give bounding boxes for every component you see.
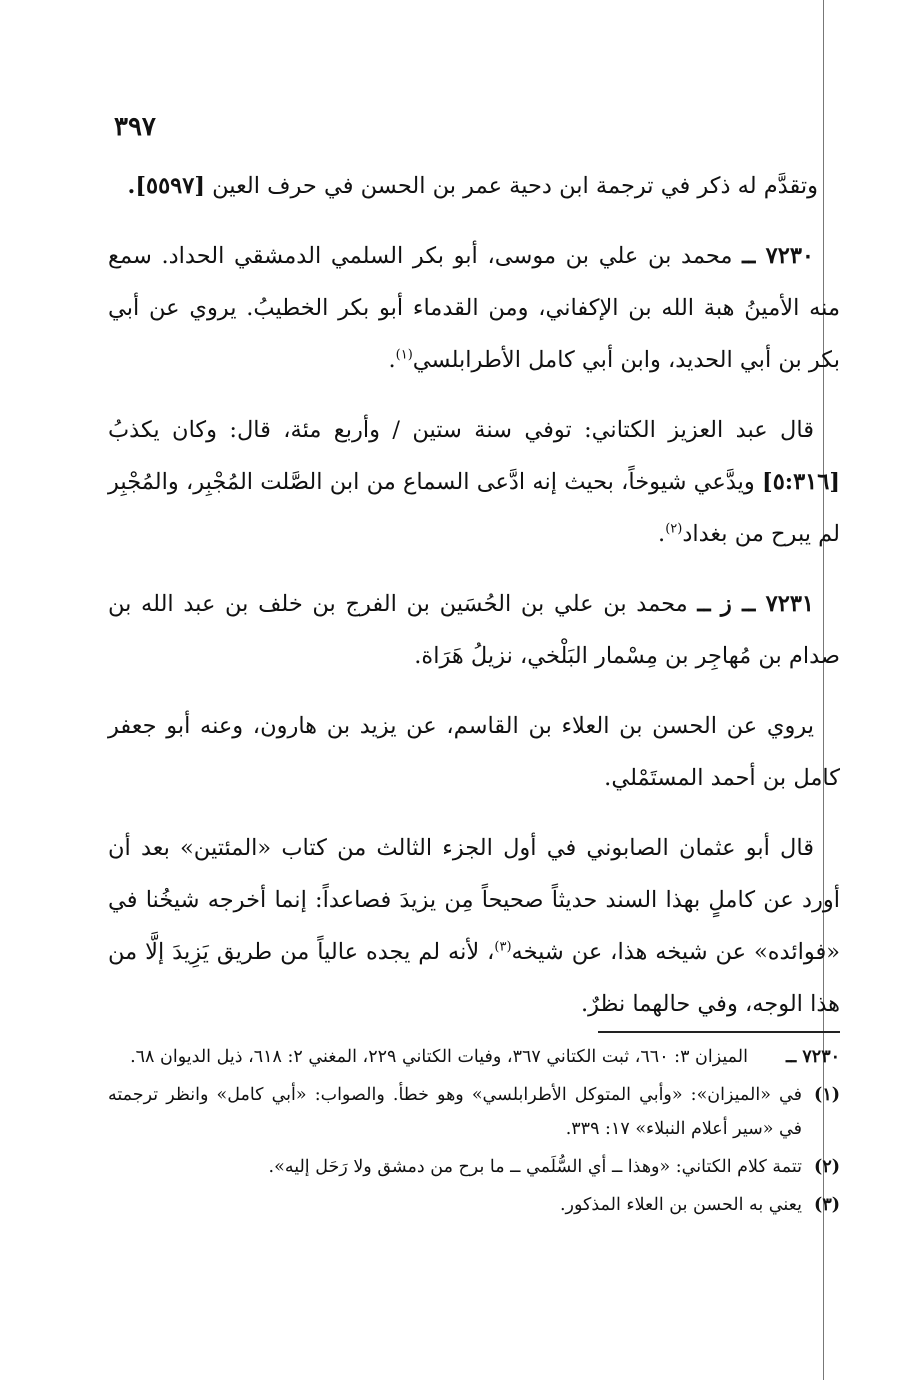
footnote-number: (٣) [814, 1195, 840, 1215]
paragraph-text: قال عبد العزيز الكتاني: توفي سنة ستين / وأربع مئة، قال: وكان يكذبُ [108, 417, 814, 443]
entry-7230 [108, 230, 840, 386]
entry-text: محمد بن علي بن موسى، أبو بكر السلمي الدمشقي الحداد. سمع منه الأمينُ هبة الله بن الإكفاني، ومن القدماء أبو بكر الخطيبُ. يروي عن أبي بكر بن أبي الحديد، وابن أبي كامل الأطرابلسي [108, 243, 840, 373]
footnote-marker: (٢) [665, 521, 683, 537]
paragraph-end: . [658, 521, 666, 547]
paragraph-text: يروي عن الحسن بن العلاء بن القاسم، عن يزيد بن هارون، وعنه أبو جعفر كامل بن أحمد المستَمْلي. [108, 713, 840, 791]
page-number: ٣٩٧ [114, 112, 156, 142]
footnote-text: في «الميزان»: «وأبي المتوكل الأطرابلسي» وهو خطأ. والصواب: «أبي كامل» وانظر ترجمته في «سير أعلام النبلاء» ١٧: ٣٣٩. [108, 1085, 802, 1139]
paragraph-text-2: ، لأنه لم يجده عالياً من طريق يَزِيدَ إلَّا من هذا الوجه، وفي حالهما نظرٌ. [108, 939, 840, 1017]
footnote-2 [108, 1150, 840, 1184]
footnote-1 [108, 1078, 840, 1146]
footnote-number: (٢) [814, 1157, 840, 1177]
paragraph-text: وتقدَّم له ذكر في ترجمة ابن دحية عمر بن الحسن في حرف العين [212, 173, 818, 199]
paragraph-text: قال أبو عثمان الصابوني في أول الجزء الثالث من كتاب «المئتين» بعد أن أورد عن كاملٍ بهذا السند حديثاً صحيحاً مِن يزيدَ فصاعداً: إنما أخرجه شيخُنا في «فوائده» عن شيخه هذا، عن شيخه [108, 835, 840, 965]
entry-number: ٧٢٣٠ ــ [742, 243, 814, 269]
footnote-separator [598, 1031, 840, 1033]
paragraph-continuation [108, 160, 840, 212]
volume-reference: [٥:٣١٦] [762, 469, 840, 495]
cross-reference: [٥٥٩٧]. [127, 173, 205, 199]
main-text [108, 160, 840, 1048]
footnote-marker: (٣) [494, 939, 512, 955]
footnote-text: الميزان ٣: ٦٦٠، ثبت الكتاني ٣٦٧، وفيات الكتاني ٢٢٩، المغني ٢: ٦١٨، ذيل الديوان ٦٨. [130, 1047, 748, 1067]
entry-text: محمد بن علي بن الحُسَين بن الفرج بن خلف بن عبد الله بن صدام بن مُهاجِر بن مِسْمار البَلْخي، نزيلُ هَرَاة. [108, 591, 840, 669]
footnote-sources [108, 1040, 840, 1074]
entry-7231 [108, 578, 840, 682]
entry-number: ٧٢٣١ ــ ز ــ [697, 591, 814, 617]
footnote-entry-number: ٧٢٣٠ ــ [786, 1047, 840, 1067]
paragraph-sabuni [108, 822, 840, 1030]
paragraph-text-2: ويدَّعي شيوخاً، بحيث إنه ادَّعى السماع من ابن الصَّلت المُجْبِر، والمُجْبِر لم يبرح من بغداد [108, 469, 840, 547]
footnote-text: تتمة كلام الكتاني: «وهذا ــ أي السُّلَمي ــ ما برح من دمشق ولا رَحَل إليه». [268, 1157, 802, 1177]
paragraph-kattani [108, 404, 840, 560]
footnote-text: يعني به الحسن بن العلاء المذكور. [559, 1195, 802, 1215]
entry-end: . [388, 347, 396, 373]
footnote-marker: (١) [395, 347, 413, 363]
footnote-number: (١) [814, 1085, 840, 1105]
footnotes [108, 1040, 840, 1226]
paragraph-narration [108, 700, 840, 804]
footnote-3 [108, 1188, 840, 1222]
